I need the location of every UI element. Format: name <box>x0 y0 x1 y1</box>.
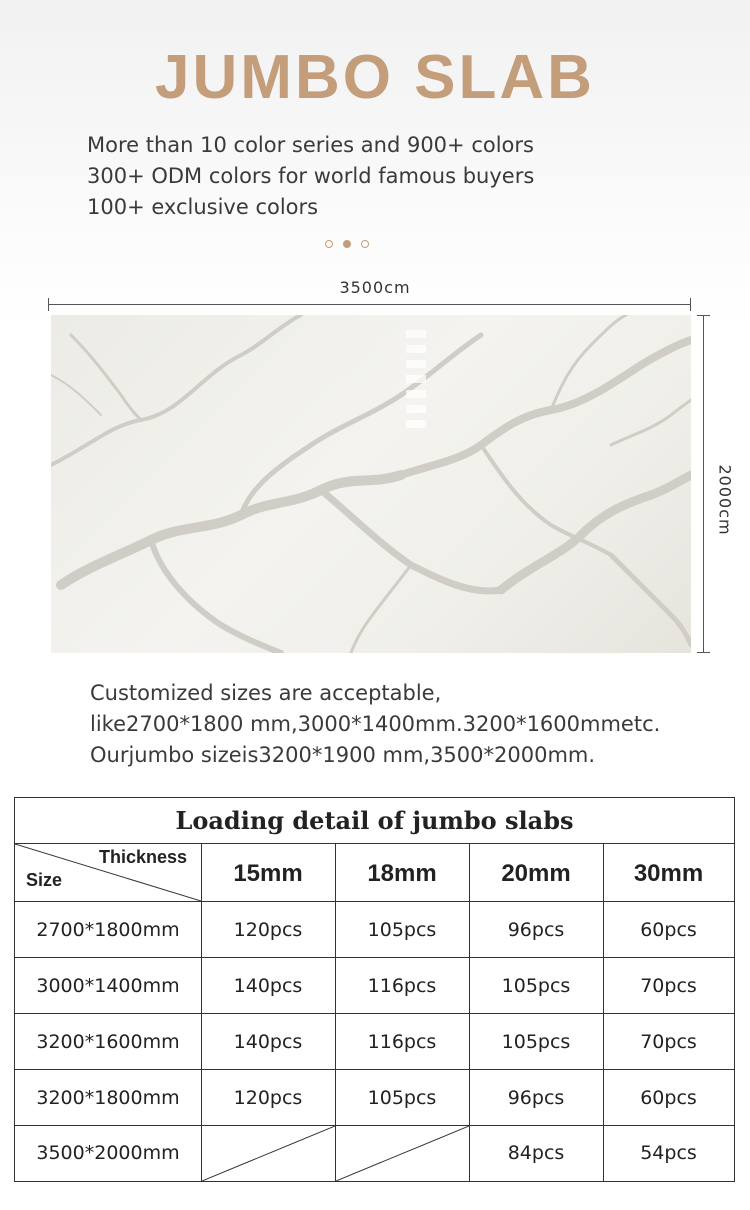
table-cell: 70pcs <box>640 975 697 997</box>
description-line: like2700*1800 mm,3000*1400mm.3200*1600mmetc. <box>90 712 661 736</box>
height-dimension-tick <box>697 315 710 316</box>
table-cell: 140pcs <box>233 975 303 997</box>
height-dimension-label: 2000cm <box>715 464 735 536</box>
row-size: 3200*1600mm <box>36 1031 180 1053</box>
intro-line: 100+ exclusive colors <box>87 195 319 219</box>
table-cell: 70pcs <box>640 1031 697 1053</box>
table-cell: 120pcs <box>233 919 303 941</box>
table-cell: 105pcs <box>367 919 437 941</box>
row-size: 3200*1800mm <box>36 1087 180 1109</box>
table-cell: 60pcs <box>640 919 697 941</box>
size-header: Size <box>26 870 63 890</box>
thickness-header: Thickness <box>99 847 188 867</box>
width-dimension-tick <box>48 298 49 311</box>
column-header: 18mm <box>367 860 437 887</box>
table-cell: 84pcs <box>507 1142 565 1164</box>
row-size: 3000*1400mm <box>36 975 180 997</box>
table-cell: 96pcs <box>507 1087 565 1109</box>
row-size: 3500*2000mm <box>36 1142 180 1164</box>
empty-cell-slash <box>336 1126 469 1181</box>
marble-slab-image <box>51 315 691 653</box>
intro-line: More than 10 color series and 900+ colors <box>87 133 534 157</box>
carousel-dot[interactable] <box>325 240 333 248</box>
intro-text <box>87 130 534 223</box>
carousel-dot-active[interactable] <box>343 240 351 248</box>
table-cell: 116pcs <box>367 975 437 997</box>
page-title: JUMBO SLAB <box>155 43 595 112</box>
width-dimension-line <box>48 304 691 305</box>
table-title: Loading detail of jumbo slabs <box>15 798 734 844</box>
column-header: 15mm <box>233 860 303 887</box>
description-line: Ourjumbo sizeis3200*1900 mm,3500*2000mm. <box>90 743 596 767</box>
width-dimension-tick <box>690 298 691 311</box>
table-cell: 120pcs <box>233 1087 303 1109</box>
table-cell: 54pcs <box>640 1142 697 1164</box>
table-cell: 140pcs <box>233 1031 303 1053</box>
column-header: 20mm <box>501 860 571 887</box>
loading-detail-table <box>14 797 735 1182</box>
column-header: 30mm <box>633 860 704 887</box>
row-size: 2700*1800mm <box>36 919 180 941</box>
table-cell: 60pcs <box>640 1087 697 1109</box>
empty-cell-slash <box>202 1126 335 1181</box>
table-cell: 116pcs <box>367 1031 437 1053</box>
height-dimension-tick <box>697 652 710 653</box>
carousel-dot[interactable] <box>361 240 369 248</box>
height-dimension-line <box>703 315 704 653</box>
table-cell: 105pcs <box>367 1087 437 1109</box>
table-cell: 105pcs <box>501 1031 571 1053</box>
table-cell: 105pcs <box>501 975 571 997</box>
table-cell: 96pcs <box>507 919 565 941</box>
size-description <box>90 678 660 771</box>
description-line: Customized sizes are acceptable, <box>90 681 442 705</box>
intro-line: 300+ ODM colors for world famous buyers <box>87 164 535 188</box>
width-dimension-label: 3500cm <box>339 278 411 297</box>
